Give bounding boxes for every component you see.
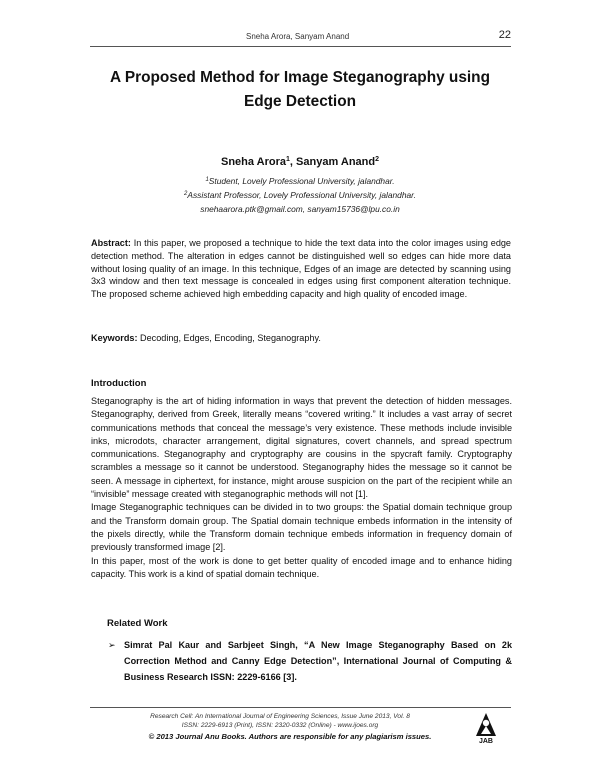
title-line-1: A Proposed Method for Image Steganography using: [110, 69, 490, 86]
jab-logo-text: JAB: [478, 738, 493, 745]
footer-issn: ISSN: 2229-6913 (Print), ISSN: 2320-0332 (Online) - www.ijoes.org: [181, 722, 379, 729]
jab-logo-icon: [474, 712, 498, 738]
paper-title: [60, 66, 540, 114]
footer-journal: Research Cell: An International Journal of Engineering Sciences, Issue June 2013, Vol. 8: [150, 713, 410, 720]
introduction-paragraph-2: Image Steganographic techniques can be divided in to two groups: the Spatial domain technique group and the Transform domain group. The Spatial domain technique embeds information in the intensity of the pixels directly, while the Transform domain technique embeds information in frequency domain of previously transformed image [2].: [91, 502, 512, 553]
author-2-affil-mark: 2: [375, 156, 379, 163]
related-work-item: [108, 637, 512, 685]
author-1: Sneha Arora: [220, 156, 286, 168]
introduction-paragraph-1: Steganography is the art of hiding information in ways that prevent the detection of hidden messages. Steganography, derived from Greek, literally means “covered writing.” It includes a vast array of secret communications methods that conceal the message’s very existence. These methods include invisible inks, microdots, character arrangement, digital signatures, covert channels, and spread spectrum communications. Steganography and cryptography are cousins in the spycraft family. Cryptography scrambles a message so it cannot be understood. Steganography hides the message so it cannot be seen. A message in ciphertext, for instance, might arouse suspicion on the part of the recipient while an “invisible” message created with steganographic methods will not [1].: [91, 396, 512, 500]
author-1-affil-mark: 1: [286, 156, 290, 163]
affiliation-2-mark: 2: [184, 191, 188, 197]
arrow-bullet-icon: ➢: [108, 640, 116, 650]
running-authors: Sneha Arora, Sanyam Anand: [246, 32, 350, 41]
author-2: Sanyam Anand: [296, 156, 376, 168]
jab-logo: [474, 712, 498, 748]
footer-copyright: © 2013 Journal Anu Books. Authors are responsible for any plagiarism issues.: [148, 732, 432, 741]
title-line-2: Edge Detection: [243, 93, 357, 110]
author-list: [0, 156, 600, 168]
affiliation-1-mark: 1: [205, 177, 209, 183]
keywords: [91, 332, 511, 345]
page-number: 22: [498, 29, 511, 41]
related-work-heading: Related Work: [107, 618, 168, 629]
keywords-text: Decoding, Edges, Encoding, Steganography.: [137, 333, 321, 343]
abstract-text: In this paper, we proposed a technique to hide the text data into the color images using edge detection method. The alteration in edges cannot be distinguished well so edges can hide more data without losing quality of an image. In this technique, Edges of an image are detected by scanning using 3x3 window and then text message is concealed in edges using first component alteration technique. The proposed scheme achieved high embedding capacity and high quality of encoded image.: [91, 238, 511, 300]
introduction-body: [91, 395, 512, 581]
footer-divider: [90, 707, 511, 708]
introduction-paragraph-3: In this paper, most of the work is done to get better quality of encoded image and to enhance hiding capacity. This work is a kind of spatial domain technique.: [91, 555, 512, 579]
keywords-label: Keywords:: [91, 333, 138, 343]
author-separator: ,: [289, 156, 297, 168]
running-head: [0, 31, 600, 47]
affiliation-1-text: Student, Lovely Professional University, jalandhar.: [208, 176, 395, 186]
introduction-heading: Introduction: [91, 378, 147, 389]
affiliation-2: [0, 190, 600, 200]
abstract-label: Abstract:: [91, 238, 131, 248]
related-work-item-text: Simrat Pal Kaur and Sarbjeet Singh, “A New Image Steganography Based on 2k Correction Method and Canny Edge Detection”, International Journal of Computing & Business Research ISSN: 2229-6166 [3].: [124, 640, 512, 682]
affiliation-2-text: Assistant Professor, Lovely Professional University, jalandhar.: [187, 190, 416, 200]
header-divider: [90, 46, 511, 47]
abstract: [91, 237, 511, 301]
author-emails: snehaarora.ptk@gmail.com, sanyam15736@lpu.co.in: [200, 204, 400, 214]
affiliation-1: [0, 176, 600, 186]
